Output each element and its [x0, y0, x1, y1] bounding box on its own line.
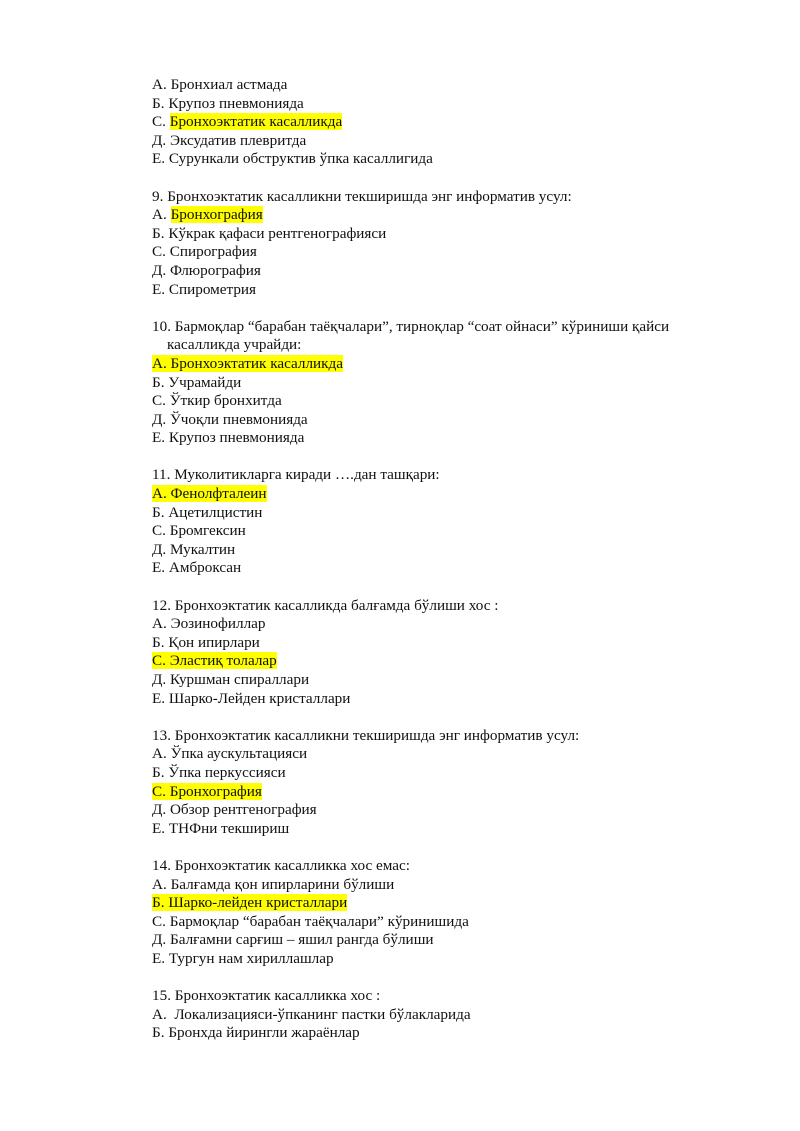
option-letter: A.: [152, 76, 171, 93]
answer-option: [152, 243, 752, 262]
option-letter: Б.: [152, 763, 169, 781]
answer-option: [152, 745, 752, 764]
option-text: ТНФни текшириш: [168, 819, 290, 837]
option-letter: A.: [152, 615, 171, 633]
option-text: Спирография: [169, 243, 257, 261]
answer-option: [152, 931, 752, 950]
option-text: Локализацияси-ўпканинг пастки бўлакларида: [174, 1005, 471, 1023]
option-text: Тургун нам хириллашлар: [168, 949, 334, 967]
question-block: [152, 727, 752, 839]
answer-option: [152, 950, 752, 969]
option-letter: A.: [152, 206, 171, 224]
answer-option-correct: [152, 355, 752, 374]
answer-option: [152, 374, 752, 393]
option-letter: E.: [152, 559, 169, 577]
option-text: Обзор рентгенография: [169, 801, 317, 819]
option-text: Сурункали обструктив ўпка касаллигида: [168, 150, 433, 168]
option-text: Шарко-Лейден кристаллари: [168, 689, 351, 707]
option-letter: A.: [152, 875, 171, 893]
answer-option: [152, 634, 752, 653]
option-text: Эозинофиллар: [170, 615, 266, 633]
option-text: Ўчоқли пневмонияда: [169, 410, 308, 428]
answer-option: [152, 95, 752, 114]
answer-option: [152, 504, 752, 523]
answer-option: [152, 541, 752, 560]
option-letter: Б.: [152, 224, 169, 242]
question-block: [152, 857, 752, 969]
option-text: Куршман спираллари: [169, 671, 310, 688]
option-letter: C.: [152, 113, 170, 131]
option-letter: Д.: [152, 410, 170, 428]
option-text: Ўпка аускультацияси: [170, 745, 308, 763]
answer-option: [152, 225, 752, 244]
question-text: 10. Бармоқлар “барабан таёқчалари”, тирноқлар “соат ойнаси” кўриниши қайси: [152, 317, 670, 335]
answer-option: [152, 429, 752, 448]
question-block: [152, 188, 752, 300]
question-block: [152, 597, 752, 709]
highlighted-answer-text: Б. Шарко-лейден кристаллари: [152, 894, 348, 912]
option-text: Бронхиал астмада: [170, 76, 288, 93]
answer-option: [152, 559, 752, 578]
answer-option: [152, 876, 752, 895]
answer-option-correct: [152, 894, 752, 913]
option-text: Ўпка перкуссияси: [168, 763, 286, 781]
question-block: [152, 466, 752, 578]
option-letter: Б.: [152, 373, 169, 391]
option-letter: C.: [152, 522, 170, 540]
option-letter: E.: [152, 949, 169, 967]
highlighted-answer-text: C. Бронхография: [152, 782, 262, 800]
answer-option: [152, 522, 752, 541]
option-text: Флюрография: [169, 261, 261, 279]
option-text: Крупоз пневмонияда: [168, 94, 304, 112]
answer-option-correct: [152, 113, 752, 132]
answer-option: [152, 392, 752, 411]
option-letter: Д.: [152, 801, 170, 819]
option-letter: Д.: [152, 931, 170, 949]
option-letter: Б.: [152, 94, 169, 112]
question-block: [152, 76, 752, 169]
option-letter: A.: [152, 1005, 175, 1023]
answer-option: [152, 764, 752, 783]
option-text: Бронхда йирингли жараёнлар: [168, 1024, 360, 1042]
question-block: [152, 987, 752, 1043]
question-text: 12. Бронхоэктатик касалликда балғамда бўлиши хос :: [152, 596, 499, 614]
option-letter: Б.: [152, 503, 169, 521]
answer-option-correct: [152, 485, 752, 504]
option-letter: C.: [152, 243, 170, 261]
option-letter: A.: [152, 745, 171, 763]
block-spacer: [152, 578, 752, 597]
option-text: Мукалтин: [169, 540, 236, 558]
option-text: Бромгексин: [169, 522, 246, 540]
answer-option: [152, 76, 752, 95]
question-text: 14. Бронхоэктатик касалликка хос емас:: [152, 856, 410, 874]
option-letter: E.: [152, 429, 169, 447]
answer-option: [152, 820, 752, 839]
highlighted-answer-text: Бронхография: [170, 206, 263, 224]
option-text: Бармоқлар “барабан таёқчалари” кўринишида: [169, 912, 469, 930]
question-text: 9. Бронхоэктатик касалликни текширишда энг информатив усул:: [152, 187, 572, 205]
highlighted-answer-text: C. Эластиқ толалар: [152, 652, 277, 670]
option-letter: E.: [152, 819, 169, 837]
answer-option: [152, 913, 752, 932]
answer-option-correct: [152, 206, 752, 225]
highlighted-answer-text: Бронхоэктатик касалликда: [169, 113, 343, 131]
option-text: Балғамда қон ипирларини бўлиши: [170, 875, 395, 893]
highlighted-answer-text: A. Бронхоэктатик касалликда: [152, 354, 344, 372]
option-text: Спирометрия: [168, 280, 257, 298]
highlighted-answer-text: A. Фенолфталеин: [152, 485, 267, 503]
answer-option-correct: [152, 783, 752, 802]
question-text: 13. Бронхоэктатик касалликни текширишда энг информатив усул:: [152, 726, 580, 744]
option-letter: C.: [152, 912, 170, 930]
option-letter: Б.: [152, 1024, 169, 1042]
option-letter: Д.: [152, 671, 170, 688]
block-spacer: [152, 708, 752, 727]
option-text: Амброксан: [168, 559, 242, 577]
answer-option: [152, 1024, 752, 1043]
option-letter: Д.: [152, 131, 170, 149]
answer-option-correct: [152, 652, 752, 671]
answer-option: [152, 615, 752, 634]
option-letter: E.: [152, 150, 169, 168]
answer-option: [152, 411, 752, 430]
block-spacer: [152, 448, 752, 467]
option-letter: Д.: [152, 540, 170, 558]
option-text: Учрамайди: [168, 373, 242, 391]
option-letter: Д.: [152, 261, 170, 279]
question-text: касалликда учрайди:: [167, 336, 302, 354]
answer-option: [152, 262, 752, 281]
option-letter: E.: [152, 280, 169, 298]
answer-option: [152, 801, 752, 820]
answer-option: [152, 150, 752, 169]
option-letter: C.: [152, 392, 170, 410]
question-text: 11. Муколитикларга киради ….дан ташқари:: [152, 466, 440, 484]
block-spacer: [152, 838, 752, 857]
option-text: Балғамни сарғиш – яшил рангда бўлиши: [169, 931, 434, 949]
quiz-content: [152, 76, 752, 1043]
block-spacer: [152, 969, 752, 988]
option-text: Қон ипирлари: [168, 633, 260, 651]
option-text: Эксудатив плевритда: [169, 131, 307, 149]
answer-option: [152, 1006, 752, 1025]
answer-option: [152, 671, 752, 690]
option-text: Кўкрак қафаси рентгенографияси: [168, 224, 387, 242]
answer-option: [152, 281, 752, 300]
option-letter: Б.: [152, 633, 169, 651]
option-text: Крупоз пневмонияда: [168, 429, 305, 447]
question-block: [152, 318, 752, 448]
block-spacer: [152, 299, 752, 318]
option-text: Ацетилцистин: [168, 503, 263, 521]
question-text: 15. Бронхоэктатик касалликка хос :: [152, 987, 381, 1005]
option-letter: E.: [152, 689, 169, 707]
block-spacer: [152, 169, 752, 188]
answer-option: [152, 132, 752, 151]
answer-option: [152, 690, 752, 709]
option-text: Ўткир бронхитда: [169, 392, 282, 410]
